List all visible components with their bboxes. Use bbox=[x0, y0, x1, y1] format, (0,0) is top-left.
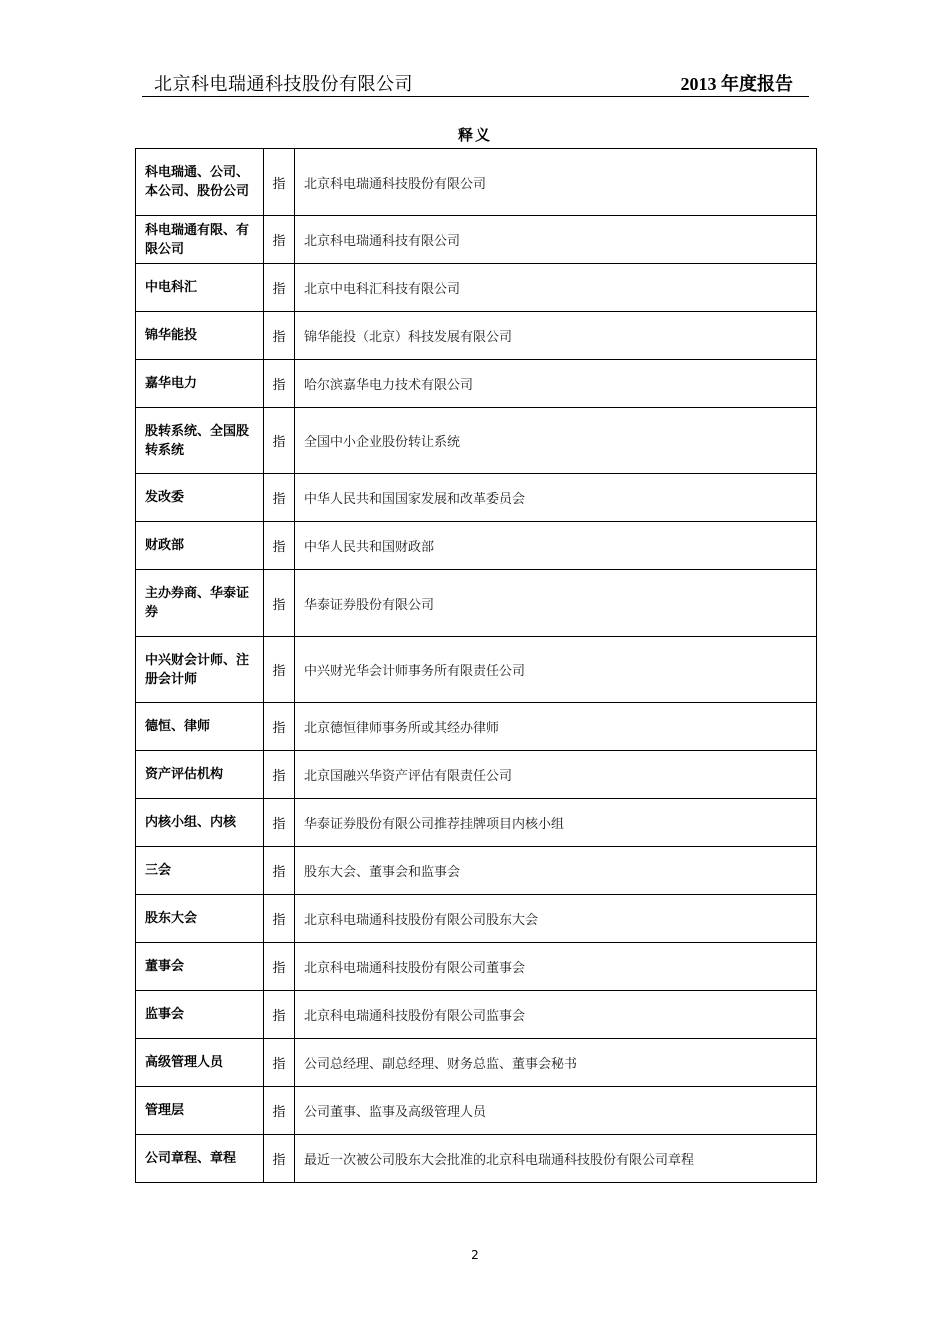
table-row bbox=[136, 703, 817, 751]
meaning-cell: 股东大会、董事会和监事会 bbox=[295, 847, 817, 895]
refers-cell: 指 bbox=[264, 360, 295, 408]
refers-cell: 指 bbox=[264, 149, 295, 216]
term-cell: 三会 bbox=[136, 847, 264, 895]
refers-cell: 指 bbox=[264, 895, 295, 943]
meaning-cell: 公司董事、监事及高级管理人员 bbox=[295, 1087, 817, 1135]
table-row bbox=[136, 216, 817, 264]
term-cell: 中电科汇 bbox=[136, 264, 264, 312]
refers-cell: 指 bbox=[264, 522, 295, 570]
term-cell: 发改委 bbox=[136, 474, 264, 522]
meaning-cell: 哈尔滨嘉华电力技术有限公司 bbox=[295, 360, 817, 408]
meaning-cell: 中华人民共和国财政部 bbox=[295, 522, 817, 570]
term-cell: 监事会 bbox=[136, 991, 264, 1039]
company-name: 北京科电瑞通科技股份有限公司 bbox=[154, 74, 413, 95]
term-cell: 主办券商、华泰证券 bbox=[136, 570, 264, 637]
meaning-cell: 华泰证券股份有限公司 bbox=[295, 570, 817, 637]
table-row bbox=[136, 847, 817, 895]
meaning-cell: 北京德恒律师事务所或其经办律师 bbox=[295, 703, 817, 751]
term-cell: 资产评估机构 bbox=[136, 751, 264, 799]
refers-cell: 指 bbox=[264, 943, 295, 991]
section-title: 释义 bbox=[457, 126, 492, 144]
refers-cell: 指 bbox=[264, 703, 295, 751]
term-cell: 中兴财会计师、注册会计师 bbox=[136, 637, 264, 703]
refers-cell: 指 bbox=[264, 408, 295, 474]
meaning-cell: 北京国融兴华资产评估有限责任公司 bbox=[295, 751, 817, 799]
term-cell: 公司章程、章程 bbox=[136, 1135, 264, 1183]
term-cell: 高级管理人员 bbox=[136, 1039, 264, 1087]
term-cell: 科电瑞通有限、有限公司 bbox=[136, 216, 264, 264]
table-row bbox=[136, 522, 817, 570]
refers-cell: 指 bbox=[264, 570, 295, 637]
table-row bbox=[136, 264, 817, 312]
table-row bbox=[136, 312, 817, 360]
definitions-table bbox=[135, 148, 817, 1183]
term-cell: 德恒、律师 bbox=[136, 703, 264, 751]
meaning-cell: 北京科电瑞通科技股份有限公司董事会 bbox=[295, 943, 817, 991]
meaning-cell: 最近一次被公司股东大会批准的北京科电瑞通科技股份有限公司章程 bbox=[295, 1135, 817, 1183]
refers-cell: 指 bbox=[264, 474, 295, 522]
term-cell: 股东大会 bbox=[136, 895, 264, 943]
refers-cell: 指 bbox=[264, 991, 295, 1039]
term-cell: 内核小组、内核 bbox=[136, 799, 264, 847]
page-header bbox=[142, 66, 809, 97]
table-row bbox=[136, 474, 817, 522]
refers-cell: 指 bbox=[264, 751, 295, 799]
term-cell: 管理层 bbox=[136, 1087, 264, 1135]
table-row bbox=[136, 360, 817, 408]
meaning-cell: 全国中小企业股份转让系统 bbox=[295, 408, 817, 474]
refers-cell: 指 bbox=[264, 1087, 295, 1135]
table-row bbox=[136, 1087, 817, 1135]
meaning-cell: 北京科电瑞通科技有限公司 bbox=[295, 216, 817, 264]
term-cell: 股转系统、全国股转系统 bbox=[136, 408, 264, 474]
refers-cell: 指 bbox=[264, 637, 295, 703]
meaning-cell: 公司总经理、副总经理、财务总监、董事会秘书 bbox=[295, 1039, 817, 1087]
table-row bbox=[136, 408, 817, 474]
meaning-cell: 中华人民共和国国家发展和改革委员会 bbox=[295, 474, 817, 522]
refers-cell: 指 bbox=[264, 216, 295, 264]
table-row bbox=[136, 895, 817, 943]
report-title: 2013 年度报告 bbox=[680, 74, 793, 94]
table-row bbox=[136, 799, 817, 847]
term-cell: 锦华能投 bbox=[136, 312, 264, 360]
meaning-cell: 北京中电科汇科技有限公司 bbox=[295, 264, 817, 312]
table-row bbox=[136, 570, 817, 637]
term-cell: 财政部 bbox=[136, 522, 264, 570]
refers-cell: 指 bbox=[264, 1135, 295, 1183]
refers-cell: 指 bbox=[264, 264, 295, 312]
term-cell: 科电瑞通、公司、本公司、股份公司 bbox=[136, 149, 264, 216]
table-row bbox=[136, 1135, 817, 1183]
term-cell: 董事会 bbox=[136, 943, 264, 991]
refers-cell: 指 bbox=[264, 799, 295, 847]
refers-cell: 指 bbox=[264, 847, 295, 895]
table-row bbox=[136, 991, 817, 1039]
table-row bbox=[136, 943, 817, 991]
refers-cell: 指 bbox=[264, 1039, 295, 1087]
page-number: 2 bbox=[471, 1248, 479, 1262]
meaning-cell: 北京科电瑞通科技股份有限公司监事会 bbox=[295, 991, 817, 1039]
meaning-cell: 锦华能投（北京）科技发展有限公司 bbox=[295, 312, 817, 360]
refers-cell: 指 bbox=[264, 312, 295, 360]
term-cell: 嘉华电力 bbox=[136, 360, 264, 408]
table-row bbox=[136, 149, 817, 216]
meaning-cell: 北京科电瑞通科技股份有限公司股东大会 bbox=[295, 895, 817, 943]
table-row bbox=[136, 1039, 817, 1087]
meaning-cell: 北京科电瑞通科技股份有限公司 bbox=[295, 149, 817, 216]
table-row bbox=[136, 751, 817, 799]
meaning-cell: 华泰证券股份有限公司推荐挂牌项目内核小组 bbox=[295, 799, 817, 847]
meaning-cell: 中兴财光华会计师事务所有限责任公司 bbox=[295, 637, 817, 703]
table-row bbox=[136, 637, 817, 703]
